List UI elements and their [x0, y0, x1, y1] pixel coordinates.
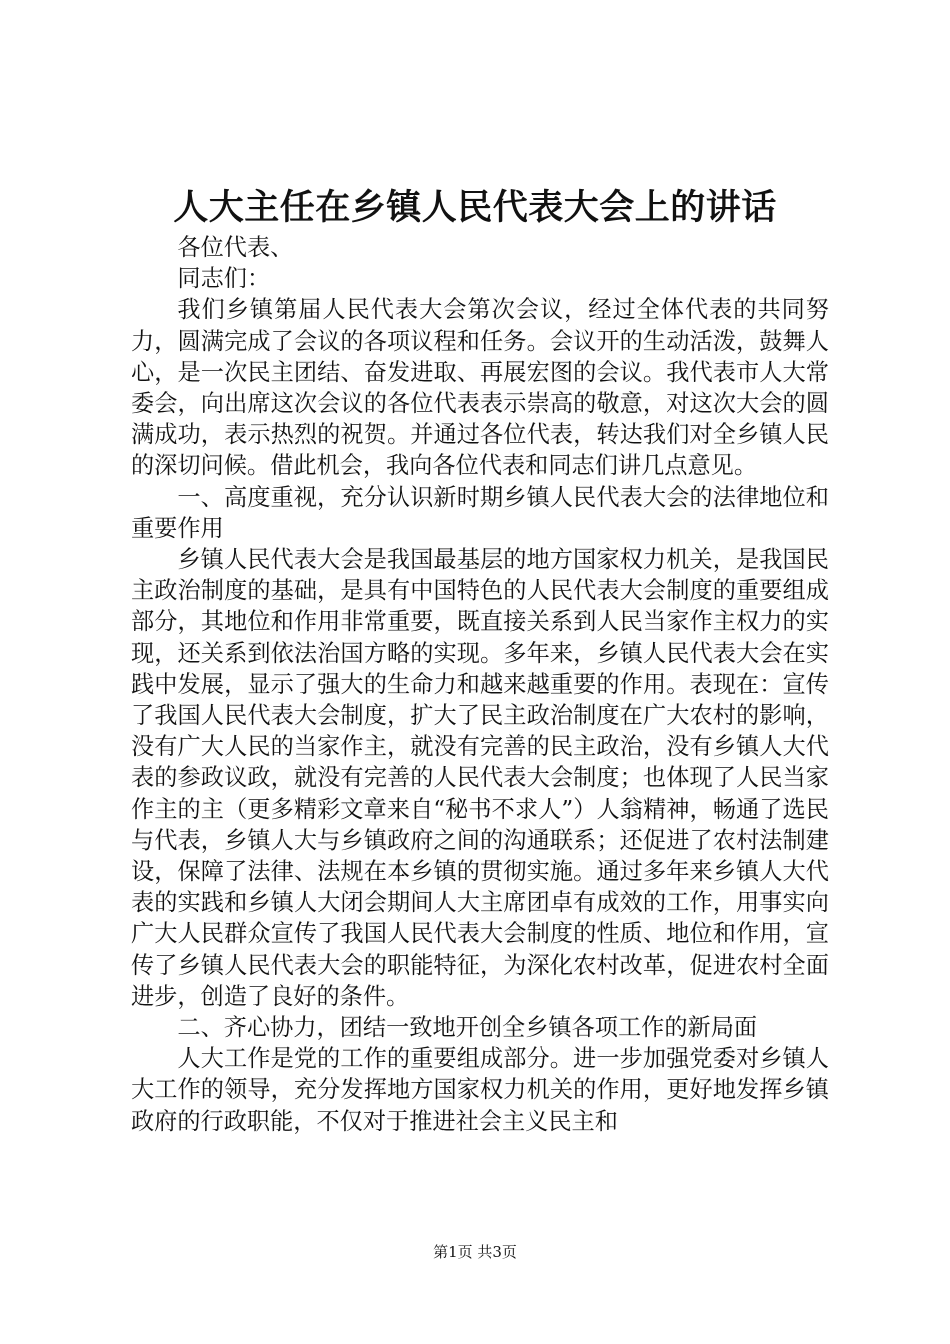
section-heading: 二、齐心协力，团结一致地开创全乡镇各项工作的新局面	[177, 1014, 758, 1042]
body-paragraph: 人大工作是党的工作的重要组成部分。进一步加强党委对乡镇人大工作的领导，充分发挥地方国家权力机关的作用，更好地发挥乡镇政府的行政职能，不仅对于推进社会主义民主和	[131, 1045, 829, 1135]
salutation-line: 同志们：	[177, 265, 271, 293]
page-footer: 第1页 共3页	[433, 1243, 517, 1261]
document-body	[131, 232, 829, 1137]
document-title: 人大主任在乡镇人民代表大会上的讲话	[173, 187, 777, 228]
body-paragraph: 我们乡镇第届人民代表大会第次会议，经过全体代表的共同努力，圆满完成了会议的各项议程和任务。会议开的生动活泼，鼓舞人心，是一次民主团结、奋发进取、再展宏图的会议。我代表市人大常委会，向出席这次会议的各位代表表示崇高的敬意，对这次大会的圆满成功，表示热烈的祝贺。并通过各位代表，转达我们对全乡镇人民的深切问候。借此机会，我向各位代表和同志们讲几点意见。	[131, 296, 829, 480]
salutation-line: 各位代表、	[177, 234, 294, 261]
section-heading: 一、高度重视，充分认识新时期乡镇人民代表大会的法律地位和重要作用	[131, 483, 829, 542]
body-paragraph: 乡镇人民代表大会是我国最基层的地方国家权力机关，是我国民主政治制度的基础，是具有中国特色的人民代表大会制度的重要组成部分，其地位和作用非常重要，既直接关系到人民当家作主权力的实现，还关系到依法治国方略的实现。多年来，乡镇人民代表大会在实践中发展，显示了强大的生命力和越来越重要的作用。表现在：宣传了我国人民代表大会制度，扩大了民主政治制度在广大农村的影响，没有广大人民的当家作主，就没有完善的民主政治，没有乡镇人大代表的参政议政，就没有完善的人民代表大会制度；也体现了人民当家作主的主（更多精彩文章来自“秘书不求人”）人翁精神，畅通了选民与代表，乡镇人大与乡镇政府之间的沟通联系；还促进了农村法制建设，保障了法律、法规在本乡镇的贯彻实施。通过多年来乡镇人大代表的实践和乡镇人大闭会期间人大主席团卓有成效的工作，用事实向广大人民群众宣传了我国人民代表大会制度的性质、地位和作用，宣传了乡镇人民代表大会的职能特征，为深化农村改革，促进农村全面进步，创造了良好的条件。	[131, 546, 829, 1010]
